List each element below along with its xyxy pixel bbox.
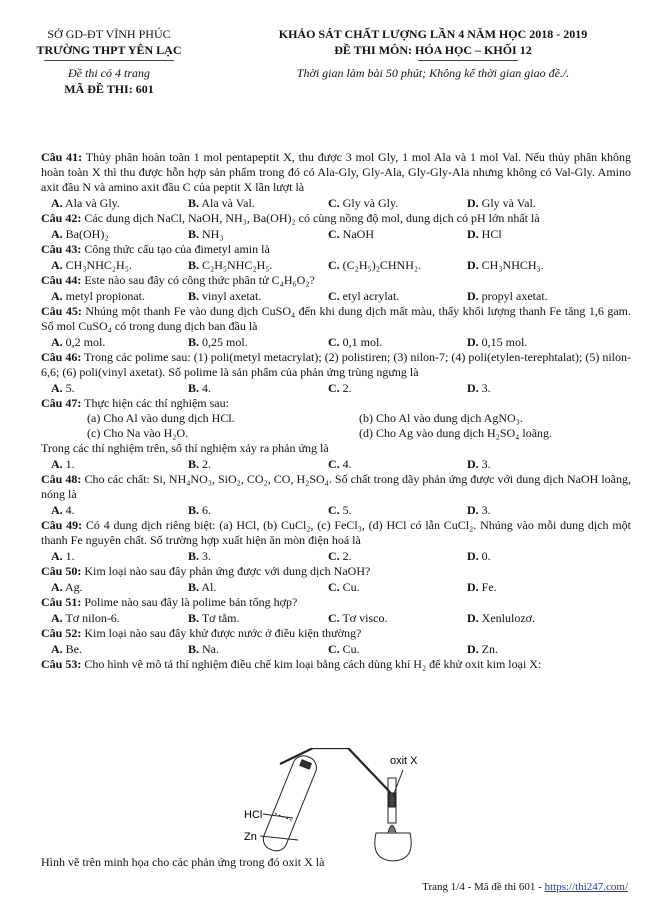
answer-option[interactable] bbox=[467, 288, 617, 304]
answer-option[interactable] bbox=[188, 641, 328, 657]
question bbox=[41, 242, 631, 273]
question-text bbox=[41, 518, 631, 548]
option-letter: C. bbox=[328, 457, 340, 471]
option-text: 4. bbox=[342, 457, 352, 471]
option-text: (C₂H₅)₂CHNH₂. bbox=[342, 258, 422, 272]
answer-option[interactable] bbox=[188, 380, 328, 396]
option-text: 3. bbox=[481, 457, 491, 471]
answer-option[interactable] bbox=[328, 579, 467, 595]
exam-title: KHẢO SÁT CHẤT LƯỢNG LẦN 4 NĂM HỌC 2018 - 2019 bbox=[278, 27, 588, 41]
answer-option[interactable] bbox=[41, 334, 188, 350]
oxide-label: oxit X bbox=[390, 755, 418, 767]
option-text: Na. bbox=[202, 642, 220, 656]
option-letter: B. bbox=[188, 381, 200, 395]
option-letter: A. bbox=[51, 381, 63, 395]
experiment-figure bbox=[238, 748, 618, 863]
answer-option[interactable] bbox=[328, 380, 467, 396]
experiment-item: (d) Cho Ag vào dung dịch H₂SO₄ loãng. bbox=[359, 426, 553, 440]
option-text: Ba(OH)₂ bbox=[65, 227, 109, 241]
question-stem: Thực hiện các thí nghiệm sau: bbox=[84, 396, 229, 410]
option-text: 5. bbox=[342, 503, 352, 517]
option-text: 3. bbox=[202, 549, 212, 563]
option-text: Cu. bbox=[342, 580, 360, 594]
answer-option[interactable] bbox=[188, 456, 328, 472]
question-text bbox=[41, 304, 631, 334]
option-letter: A. bbox=[51, 289, 63, 303]
option-text: Gly và Gly. bbox=[342, 196, 399, 210]
option-text: CH₃NHC₂H₅. bbox=[65, 258, 132, 272]
answer-option[interactable] bbox=[188, 195, 328, 211]
answer-option[interactable] bbox=[467, 257, 617, 273]
option-letter: D. bbox=[467, 457, 479, 471]
question-stem: Este nào sau đây có công thức phân tử C₄H₆O₂? bbox=[84, 273, 315, 287]
option-letter: C. bbox=[328, 196, 340, 210]
answer-option[interactable] bbox=[328, 226, 467, 242]
answer-option[interactable] bbox=[188, 226, 328, 242]
question-text bbox=[41, 150, 631, 195]
answer-option[interactable] bbox=[328, 548, 467, 564]
option-text: 0,1 mol. bbox=[342, 335, 383, 349]
question-text bbox=[41, 595, 631, 610]
option-text: Be. bbox=[65, 642, 83, 656]
option-letter: C. bbox=[328, 549, 340, 563]
question bbox=[41, 211, 631, 242]
figure-caption: Hình vẽ trên minh họa cho các phản ứng trong đó oxit X là bbox=[41, 855, 325, 869]
option-letter: A. bbox=[51, 503, 63, 517]
option-text: Ala và Gly. bbox=[65, 196, 120, 210]
option-letter: B. bbox=[188, 335, 200, 349]
question bbox=[41, 626, 631, 657]
option-text: HCl bbox=[481, 227, 502, 241]
answer-option[interactable] bbox=[41, 288, 188, 304]
dept-name: SỞ GD-ĐT VĨNH PHÚC bbox=[47, 27, 171, 41]
answer-option[interactable] bbox=[188, 610, 328, 626]
answer-option[interactable] bbox=[328, 334, 467, 350]
question-stem: Kim loại nào sau đây khử được nước ở điều kiện thường? bbox=[84, 626, 362, 640]
question-label: Câu 41: bbox=[41, 150, 83, 164]
answer-option[interactable] bbox=[467, 502, 617, 518]
alcohol-lamp bbox=[375, 833, 411, 861]
question bbox=[41, 273, 631, 304]
question bbox=[41, 350, 631, 396]
answer-option[interactable] bbox=[41, 548, 188, 564]
option-letter: A. bbox=[51, 611, 63, 625]
exam-subject: ĐỀ THI MÔN: HÓA HỌC – KHỐI 12 bbox=[334, 43, 532, 57]
question-stem: Công thức cấu tạo của đimetyl amin là bbox=[84, 242, 270, 256]
option-letter: A. bbox=[51, 227, 63, 241]
answer-option[interactable] bbox=[328, 195, 467, 211]
question-stem: Các dung dịch NaCl, NaOH, NH₃, Ba(OH)₂ có cùng nồng độ mol, dung dịch có pH lớn nhất là bbox=[84, 211, 540, 225]
question-text bbox=[41, 273, 631, 288]
option-letter: A. bbox=[51, 642, 63, 656]
answer-option[interactable] bbox=[467, 226, 617, 242]
question-text bbox=[41, 396, 631, 411]
question-label: Câu 49: bbox=[41, 518, 83, 532]
time-note: Thời gian làm bài 50 phút; Không kể thời gian giao đề./. bbox=[296, 66, 570, 80]
question-label: Câu 43: bbox=[41, 242, 82, 256]
option-letter: C. bbox=[328, 642, 340, 656]
zn-label: Zn bbox=[244, 831, 257, 843]
option-letter: B. bbox=[188, 457, 200, 471]
experiment-item: (b) Cho Al vào dung dịch AgNO₃. bbox=[359, 411, 523, 425]
option-letter: A. bbox=[51, 335, 63, 349]
answer-option[interactable] bbox=[41, 456, 188, 472]
option-letter: B. bbox=[188, 642, 200, 656]
option-text: 2. bbox=[342, 381, 352, 395]
question-label: Câu 46: bbox=[41, 350, 82, 364]
option-letter: D. bbox=[467, 289, 479, 303]
question-label: Câu 45: bbox=[41, 304, 82, 318]
question-text bbox=[41, 564, 631, 579]
answer-option[interactable] bbox=[467, 641, 617, 657]
question bbox=[41, 472, 631, 518]
option-text: 5. bbox=[65, 381, 75, 395]
question-stem: Cho hình vẽ mô tả thí nghiệm điều chế kim loại bằng cách dùng khí H₂ để khử oxit kim loại X: bbox=[84, 657, 542, 671]
option-text: 6. bbox=[202, 503, 212, 517]
option-letter: A. bbox=[51, 196, 63, 210]
question-text bbox=[41, 211, 631, 226]
footer-text: Trang 1/4 - Mã đề thi 601 - bbox=[422, 881, 545, 893]
delivery-tube bbox=[280, 748, 388, 790]
question bbox=[41, 657, 631, 672]
option-letter: D. bbox=[467, 642, 479, 656]
option-text: 2. bbox=[342, 549, 352, 563]
header-right bbox=[248, 26, 618, 81]
question-text bbox=[41, 350, 631, 380]
option-letter: B. bbox=[188, 549, 200, 563]
answer-option[interactable] bbox=[328, 257, 467, 273]
question-label: Câu 44: bbox=[41, 273, 82, 287]
option-text: Ag. bbox=[65, 580, 83, 594]
question bbox=[41, 595, 631, 626]
option-text: 3. bbox=[481, 503, 491, 517]
option-letter: C. bbox=[328, 335, 340, 349]
option-letter: D. bbox=[467, 381, 479, 395]
question-label: Câu 51: bbox=[41, 595, 82, 609]
option-text: Cu. bbox=[342, 642, 360, 656]
option-text: 2. bbox=[202, 457, 212, 471]
answer-option[interactable] bbox=[188, 257, 328, 273]
option-text: 4. bbox=[202, 381, 212, 395]
option-letter: D. bbox=[467, 503, 479, 517]
option-letter: B. bbox=[188, 227, 200, 241]
answer-option[interactable] bbox=[188, 334, 328, 350]
option-letter: A. bbox=[51, 457, 63, 471]
question-text bbox=[41, 472, 631, 502]
question-stem: Polime nào sau đây là polime bán tổng hợp? bbox=[84, 595, 298, 609]
header-left bbox=[34, 26, 184, 97]
question-label: Câu 53: bbox=[41, 657, 82, 671]
question-stem: Kim loại nào sau đây phản ứng được với dung dịch NaOH? bbox=[84, 564, 371, 578]
option-text: Xenlulozơ. bbox=[481, 611, 536, 625]
question bbox=[41, 518, 631, 564]
option-text: 1. bbox=[65, 457, 75, 471]
answer-option[interactable] bbox=[328, 641, 467, 657]
page-footer bbox=[422, 880, 628, 894]
option-letter: B. bbox=[188, 289, 200, 303]
option-letter: D. bbox=[467, 196, 479, 210]
answer-option[interactable] bbox=[188, 288, 328, 304]
pages-note: Đề thi có 4 trang bbox=[68, 66, 150, 80]
answer-option[interactable] bbox=[188, 579, 328, 595]
option-letter: A. bbox=[51, 258, 63, 272]
option-text: Gly và Val. bbox=[481, 196, 536, 210]
question-stem: Nhúng một thanh Fe vào dung dịch CuSO₄ đến khi dung dịch mất màu, thấy khối lượng thanh Fe tăng 1,6 gam. Số mol CuSO₄ có trong dung dịch ban đầu là bbox=[41, 304, 632, 333]
option-letter: D. bbox=[467, 580, 479, 594]
option-text: Ala và Val. bbox=[201, 196, 255, 210]
question-stem: Trong các polime sau: (1) poli(metyl metacrylat); (2) polistiren; (3) nilon-7; (4) poli(etylen-terephtalat); (5) nilon-6,6; (6) poli(vinyl axetat). Số polime là sản phẩm của phản ứng trùng ngưng là bbox=[41, 350, 631, 379]
question-stem: Có 4 dung dịch riêng biệt: (a) HCl, (b) CuCl₂, (c) FeCl₃, (d) HCl có lẫn CuCl₂. Nhúng vào mỗi dung dịch một thanh Fe nguyên chất. Số trường hợp xuất hiện ăn mòn điện hoá là bbox=[41, 518, 632, 547]
option-letter: D. bbox=[467, 258, 479, 272]
option-letter: B. bbox=[188, 258, 200, 272]
question-label: Câu 47: bbox=[41, 396, 82, 410]
subject-underline bbox=[418, 60, 518, 61]
answer-option[interactable] bbox=[188, 502, 328, 518]
option-text: 3. bbox=[481, 381, 491, 395]
hcl-label: HCl bbox=[244, 809, 263, 821]
option-text: Tơ tằm. bbox=[201, 611, 240, 625]
answer-option[interactable] bbox=[467, 548, 617, 564]
answer-option[interactable] bbox=[41, 195, 188, 211]
option-text: NH₃ bbox=[202, 227, 224, 241]
question-tail: Trong các thí nghiệm trên, số thí nghiệm xảy ra phản ứng là bbox=[41, 441, 329, 455]
answer-option[interactable] bbox=[467, 579, 617, 595]
option-letter: B. bbox=[188, 580, 200, 594]
option-letter: D. bbox=[467, 335, 479, 349]
option-letter: C. bbox=[328, 580, 340, 594]
question-list bbox=[41, 150, 631, 672]
footer-link[interactable]: https://thi247.com/ bbox=[544, 881, 628, 893]
answer-option[interactable] bbox=[467, 195, 617, 211]
answer-option[interactable] bbox=[328, 456, 467, 472]
question-label: Câu 50: bbox=[41, 564, 82, 578]
option-letter: C. bbox=[328, 503, 340, 517]
question bbox=[41, 150, 631, 211]
answer-option[interactable] bbox=[41, 502, 188, 518]
option-text: vinyl axetat. bbox=[202, 289, 262, 303]
option-text: Al. bbox=[201, 580, 217, 594]
answer-option[interactable] bbox=[41, 579, 188, 595]
answer-option[interactable] bbox=[467, 334, 617, 350]
question-stem: Cho các chất: Si, NH₄NO₃, SiO₂, CO₂, CO, H₂SO₄. Số chất trong dãy phản ứng được với dung dịch NaOH loãng, nóng là bbox=[41, 472, 632, 501]
experiment-item: (a) Cho Al vào dung dịch HCl. bbox=[87, 411, 235, 425]
option-letter: B. bbox=[188, 196, 200, 210]
answer-option[interactable] bbox=[467, 456, 617, 472]
option-letter: C. bbox=[328, 611, 340, 625]
exam-code: MÃ ĐỀ THI: 601 bbox=[64, 82, 154, 96]
option-letter: D. bbox=[467, 227, 479, 241]
answer-option[interactable] bbox=[328, 502, 467, 518]
question bbox=[41, 396, 631, 472]
option-letter: C. bbox=[328, 289, 340, 303]
answer-option[interactable] bbox=[41, 226, 188, 242]
option-text: 1. bbox=[65, 549, 75, 563]
option-text: C₂H₅NHC₂H₅. bbox=[202, 258, 273, 272]
option-text: NaOH bbox=[342, 227, 374, 241]
answer-option[interactable] bbox=[41, 257, 188, 273]
option-text: etyl acrylat. bbox=[342, 289, 400, 303]
answer-option[interactable] bbox=[41, 380, 188, 396]
answer-option[interactable] bbox=[328, 288, 467, 304]
option-letter: B. bbox=[188, 611, 200, 625]
option-text: 0,15 mol. bbox=[481, 335, 528, 349]
option-letter: D. bbox=[467, 611, 479, 625]
answer-option[interactable] bbox=[41, 610, 188, 626]
answer-option[interactable] bbox=[188, 548, 328, 564]
option-letter: C. bbox=[328, 381, 340, 395]
option-text: 0,2 mol. bbox=[65, 335, 106, 349]
question bbox=[41, 304, 631, 350]
question-stem: Thủy phân hoàn toàn 1 mol pentapeptit X, thu được 3 mol Gly, 1 mol Ala và 1 mol Val. Nếu thủy phân không hoàn toàn X thì thu được hỗn hợp sản phẩm trong đó có Ala-Gly, Gly-Ala, Gly-Gly-Ala nhưng không có Val-Gly. Amino axit đầu N và amino axit đầu C của peptit X lần lượt là bbox=[41, 150, 631, 194]
answer-option[interactable] bbox=[467, 380, 617, 396]
question bbox=[41, 564, 631, 595]
option-text: metyl propionat. bbox=[65, 289, 145, 303]
answer-option[interactable] bbox=[41, 641, 188, 657]
question-label: Câu 48: bbox=[41, 472, 82, 486]
option-text: 0. bbox=[481, 549, 491, 563]
option-text: Fe. bbox=[481, 580, 497, 594]
answer-option[interactable] bbox=[328, 610, 467, 626]
option-text: Tơ nilon-6. bbox=[65, 611, 120, 625]
header-underline bbox=[44, 60, 174, 61]
question-text bbox=[41, 626, 631, 641]
question-text bbox=[41, 657, 631, 672]
option-text: propyl axetat. bbox=[481, 289, 548, 303]
option-text: CH₃NHCH₃. bbox=[481, 258, 544, 272]
school-name: TRƯỜNG THPT YÊN LẠC bbox=[36, 43, 182, 57]
option-letter: A. bbox=[51, 580, 63, 594]
option-letter: D. bbox=[467, 549, 479, 563]
option-text: Tơ visco. bbox=[342, 611, 388, 625]
option-text: 0,25 mol. bbox=[202, 335, 248, 349]
option-text: 4. bbox=[65, 503, 75, 517]
question-text bbox=[41, 242, 631, 257]
option-letter: C. bbox=[328, 258, 340, 272]
question-label: Câu 42: bbox=[41, 211, 82, 225]
option-text: Zn. bbox=[481, 642, 499, 656]
answer-option[interactable] bbox=[467, 610, 617, 626]
option-letter: A. bbox=[51, 549, 63, 563]
option-letter: B. bbox=[188, 503, 200, 517]
option-letter: C. bbox=[328, 227, 340, 241]
question-label: Câu 52: bbox=[41, 626, 82, 640]
experiment-item: (c) Cho Na vào H₂O. bbox=[87, 426, 189, 440]
